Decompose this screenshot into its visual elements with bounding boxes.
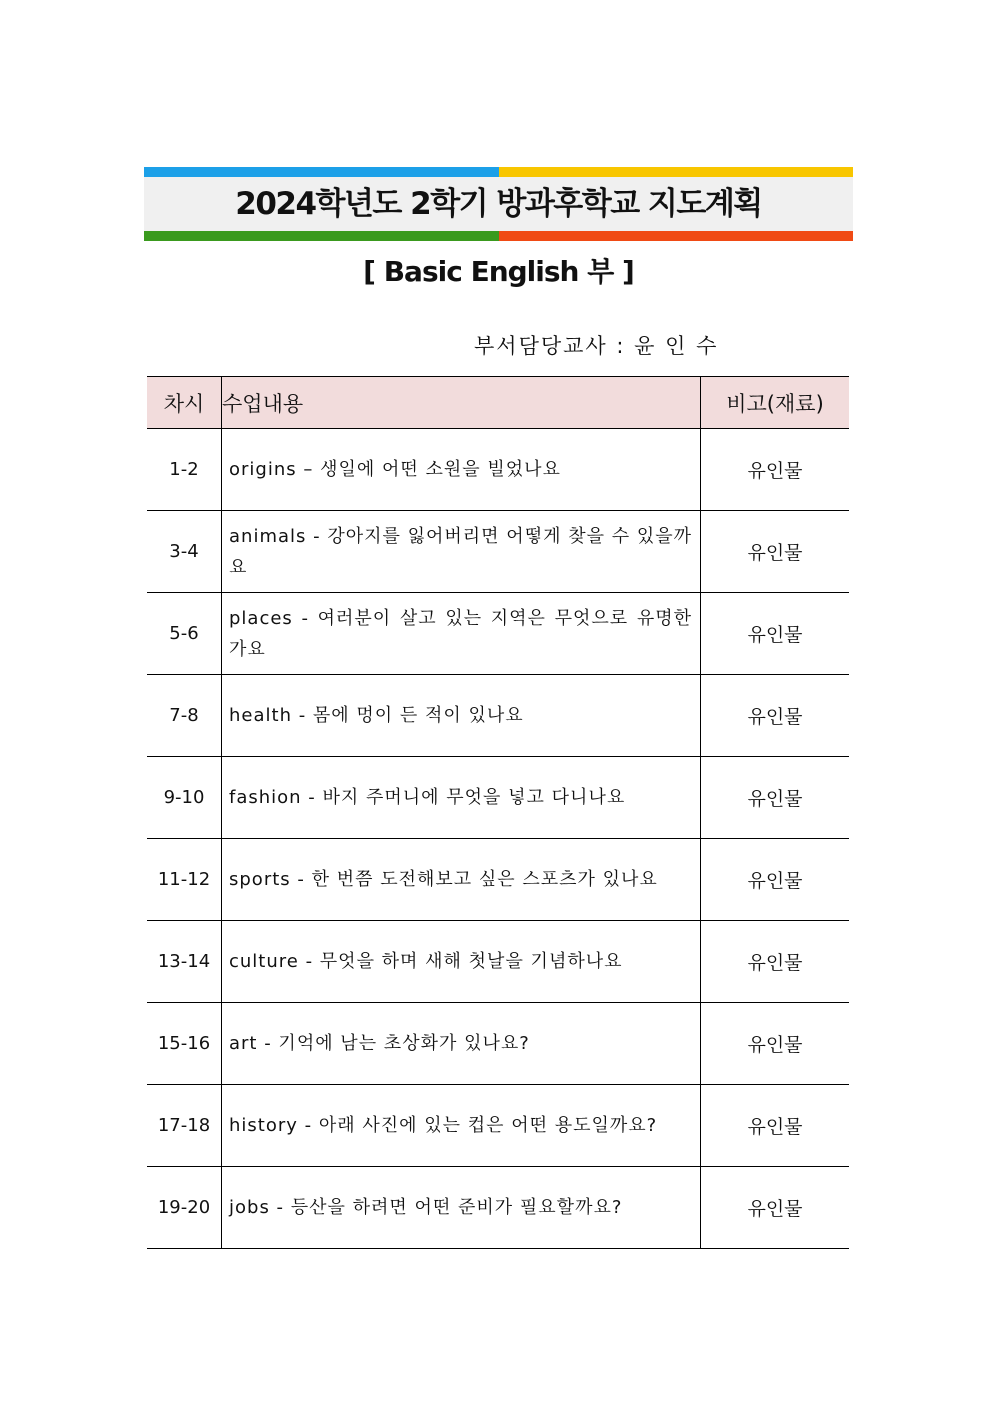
- content-cell: [222, 757, 701, 839]
- lesson-content: jobs - 등산을 하려면 어떤 준비가 필요할까요?: [229, 1197, 623, 1218]
- session-cell: [147, 1003, 222, 1085]
- session-label: 3-4: [169, 541, 199, 562]
- content-cell: [222, 511, 701, 593]
- session-cell: [147, 593, 222, 675]
- content-cell: [222, 1085, 701, 1167]
- table-row: [147, 757, 849, 839]
- lesson-content: culture - 무엇을 하며 새해 첫날을 기념하나요: [229, 951, 623, 972]
- department-subtitle: [ Basic English 부 ]: [363, 255, 634, 288]
- table-row: [147, 593, 849, 675]
- session-cell: [147, 757, 222, 839]
- note-cell: [701, 1167, 850, 1249]
- note-cell: [701, 511, 850, 593]
- session-label: 15-16: [157, 1033, 211, 1054]
- table-row: [147, 921, 849, 1003]
- table-body: [147, 429, 849, 1249]
- session-cell: [147, 429, 222, 511]
- lesson-content: sports - 한 번쯤 도전해보고 싶은 스포츠가 있나요: [229, 869, 658, 890]
- session-cell: [147, 921, 222, 1003]
- page-title: 2024학년도 2학기 방과후학교 지도계획: [235, 186, 762, 222]
- note-cell: [701, 675, 850, 757]
- banner-bar-top-right: [499, 167, 853, 177]
- session-cell: [147, 1167, 222, 1249]
- table-row: [147, 511, 849, 593]
- table-row: [147, 429, 849, 511]
- material-note: 유인물: [747, 870, 803, 892]
- material-note: 유인물: [747, 706, 803, 728]
- header-note: 비고(재료): [701, 377, 850, 429]
- content-cell: [222, 675, 701, 757]
- session-cell: [147, 511, 222, 593]
- material-note: 유인물: [747, 788, 803, 810]
- content-cell: [222, 839, 701, 921]
- lesson-content: health - 몸에 멍이 든 적이 있나요: [229, 705, 524, 726]
- material-note: 유인물: [747, 1198, 803, 1220]
- session-label: 13-14: [157, 951, 211, 972]
- session-cell: [147, 1085, 222, 1167]
- note-cell: [701, 1085, 850, 1167]
- material-note: 유인물: [747, 624, 803, 646]
- session-cell: [147, 839, 222, 921]
- content-cell: [222, 1167, 701, 1249]
- note-cell: [701, 429, 850, 511]
- material-note: 유인물: [747, 1034, 803, 1056]
- note-cell: [701, 1003, 850, 1085]
- table-row: [147, 1085, 849, 1167]
- material-note: 유인물: [747, 460, 803, 482]
- lesson-content: animals - 강아지를 잃어버리면 어떻게 찾을 수 있을까요: [229, 525, 692, 578]
- lesson-content: history - 아래 사진에 있는 컵은 어떤 용도일까요?: [229, 1115, 658, 1136]
- session-label: 1-2: [169, 459, 199, 480]
- material-note: 유인물: [747, 542, 803, 564]
- session-label: 9-10: [163, 787, 205, 808]
- table-row: [147, 839, 849, 921]
- session-label: 17-18: [157, 1115, 211, 1136]
- content-cell: [222, 921, 701, 1003]
- banner-bar-bottom-right: [499, 231, 853, 241]
- lesson-content: origins – 생일에 어떤 소원을 빌었나요: [229, 459, 561, 480]
- title-banner: [144, 167, 853, 241]
- note-cell: [701, 839, 850, 921]
- content-cell: [222, 429, 701, 511]
- note-cell: [701, 757, 850, 839]
- table-header-row: [147, 377, 849, 429]
- session-label: 5-6: [169, 623, 199, 644]
- lesson-plan-table: [147, 376, 849, 1249]
- session-cell: [147, 675, 222, 757]
- note-cell: [701, 921, 850, 1003]
- lesson-content: art - 기억에 남는 초상화가 있나요?: [229, 1033, 530, 1054]
- lesson-content: places - 여러분이 살고 있는 지역은 무엇으로 유명한가요: [229, 607, 692, 660]
- table-row: [147, 1003, 849, 1085]
- material-note: 유인물: [747, 1116, 803, 1138]
- table-row: [147, 675, 849, 757]
- content-cell: [222, 593, 701, 675]
- header-content: 수업내용: [222, 377, 701, 429]
- table-row: [147, 1167, 849, 1249]
- lesson-content: fashion - 바지 주머니에 무엇을 넣고 다니나요: [229, 787, 626, 808]
- session-label: 19-20: [157, 1197, 211, 1218]
- note-cell: [701, 593, 850, 675]
- content-cell: [222, 1003, 701, 1085]
- header-session: 차시: [147, 377, 222, 429]
- material-note: 유인물: [747, 952, 803, 974]
- banner-bar-top-left: [144, 167, 499, 177]
- session-label: 7-8: [169, 705, 199, 726]
- teacher-line: 부서담당교사 : 윤 인 수: [474, 334, 719, 358]
- session-label: 11-12: [157, 869, 211, 890]
- banner-bar-bottom-left: [144, 231, 499, 241]
